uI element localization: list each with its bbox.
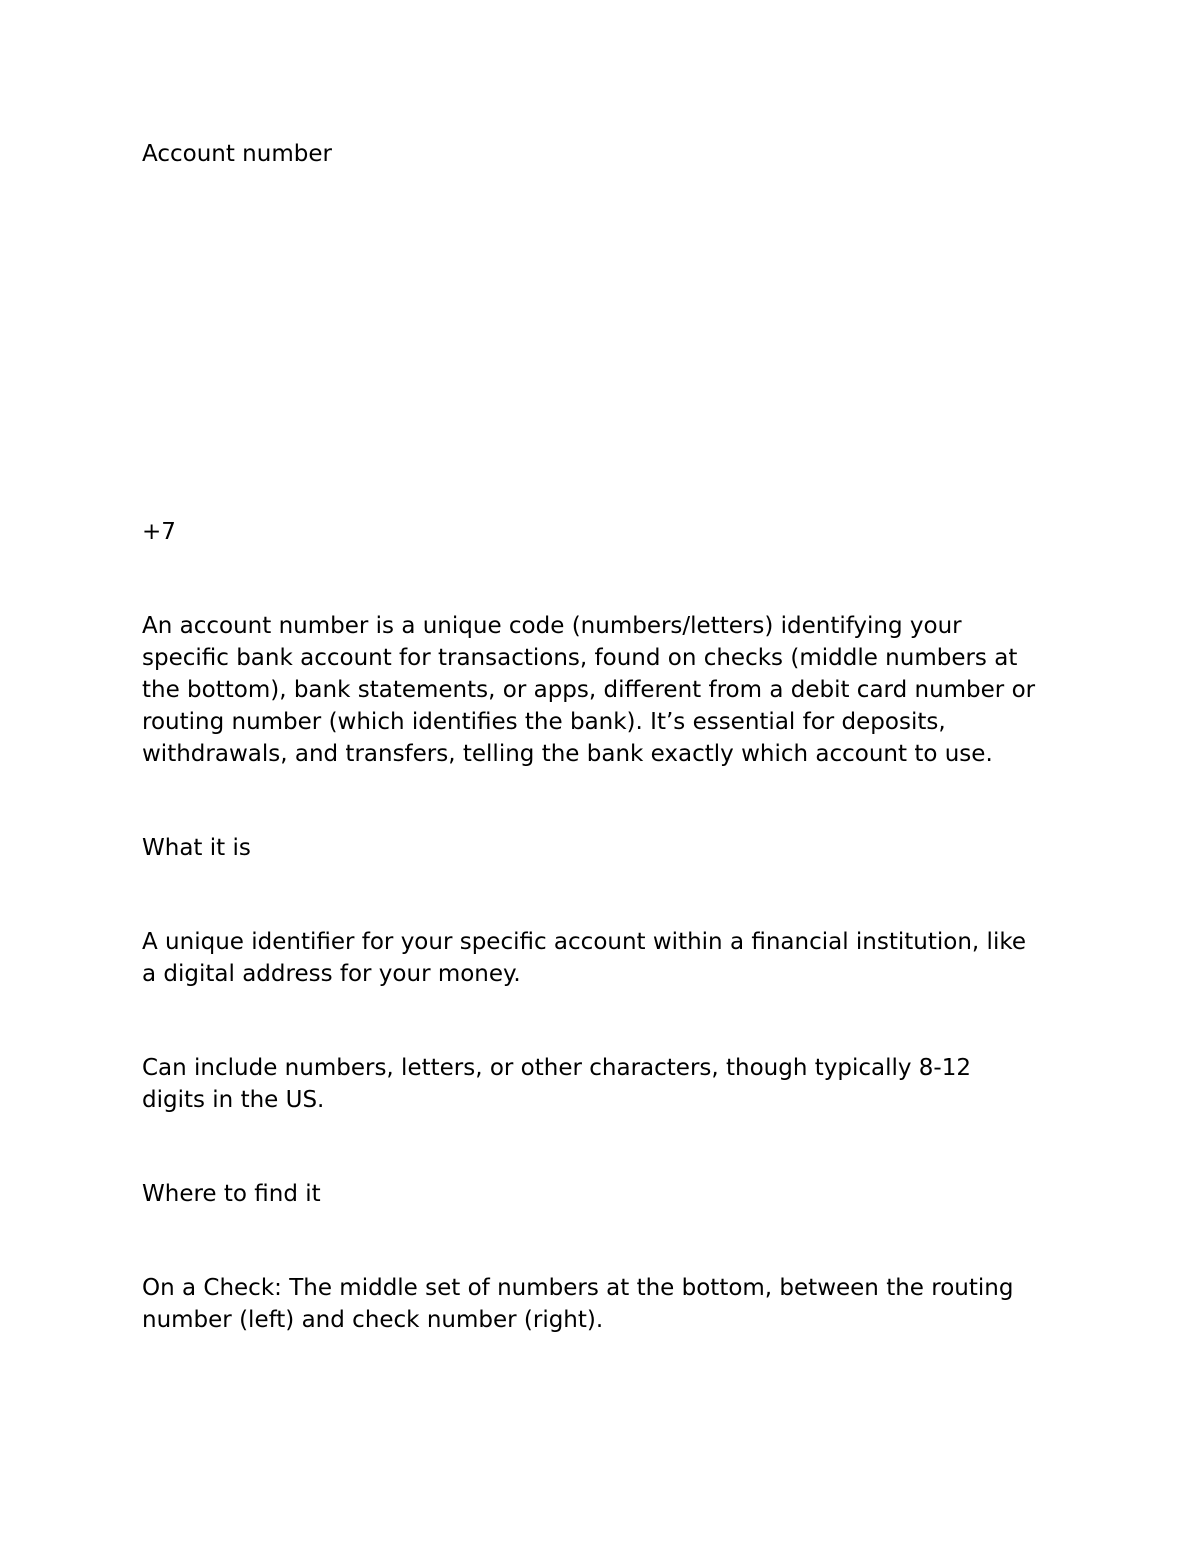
- intro-paragraph: An account number is a unique code (numbers/letters) identifying your specific bank account for transactions, found on checks (middle numbers at the bottom), bank statements, or apps, different from a debit card number or routing number (which identifies the bank). It’s essential for deposits, withdrawals, and transfers, telling the bank exactly which account to use.: [142, 613, 1036, 767]
- where-check-paragraph: On a Check: The middle set of numbers at the bottom, between the routing number (left) and check number (right).: [142, 1275, 1014, 1333]
- what-chars-paragraph: Can include numbers, letters, or other characters, though typically 8-12 digits in the US.: [142, 1055, 971, 1113]
- what-unique-paragraph: A unique identifier for your specific account within a financial institution, like a digital address for your money.: [142, 929, 1026, 987]
- section-heading-where: Where to find it: [142, 1181, 321, 1207]
- section-heading-what: What it is: [142, 835, 251, 861]
- plus-count: +7: [142, 519, 176, 545]
- document-title: Account number: [142, 141, 332, 167]
